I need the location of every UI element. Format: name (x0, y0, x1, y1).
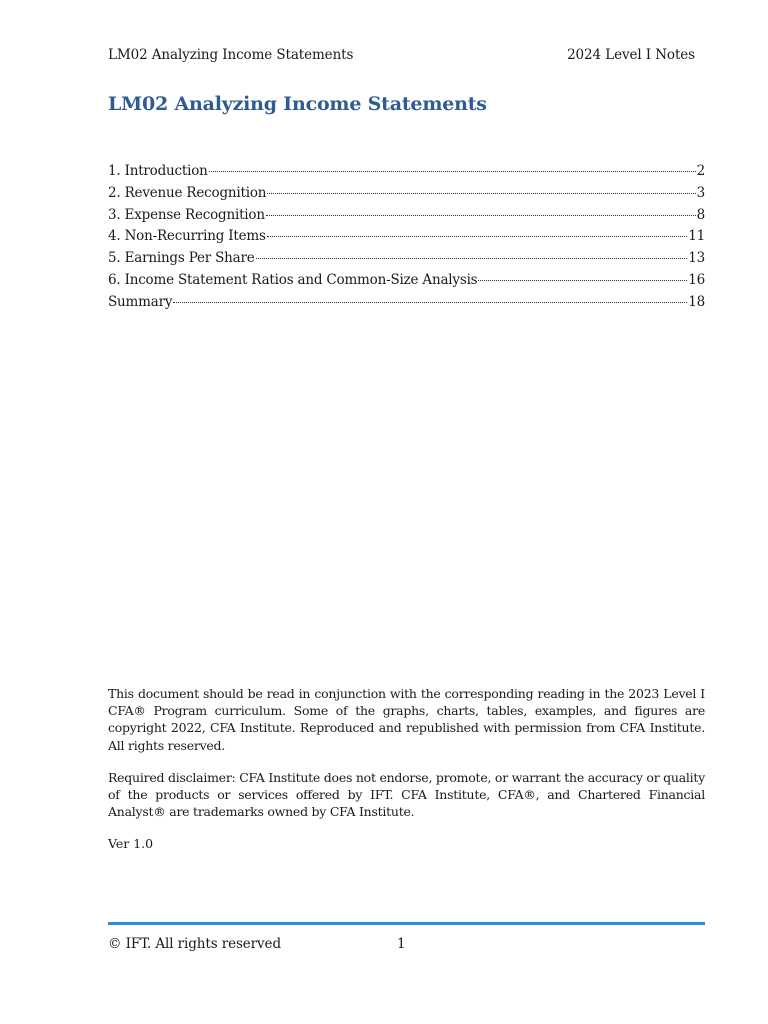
toc-entry-summary[interactable] (108, 294, 705, 316)
toc-dot-leader (267, 236, 688, 237)
toc-entry-income-statement-ratios[interactable] (108, 272, 705, 294)
footer-copyright: © IFT. All rights reserved (108, 936, 281, 952)
toc-entry-page: 11 (688, 228, 705, 245)
toc-entry-non-recurring-items[interactable] (108, 228, 705, 250)
footer-page-number: 1 (397, 936, 406, 952)
toc-entry-introduction[interactable] (108, 163, 705, 185)
toc-entry-label: 4. Non-Recurring Items (108, 228, 266, 245)
required-disclaimer: Required disclaimer: CFA Institute does not endorse, promote, or warrant the accuracy or quality of the products or services offered by IFT. CFA Institute, CFA®, and Chartered Financial Analyst® are trademarks owned by CFA Institute. (108, 770, 705, 820)
toc-dot-leader (478, 280, 687, 281)
toc-entry-page: 8 (696, 206, 705, 223)
toc-entry-page: 3 (696, 184, 705, 201)
toc-entry-expense-recognition[interactable] (108, 207, 705, 229)
toc-entry-revenue-recognition[interactable] (108, 185, 705, 207)
toc-entry-label: 6. Income Statement Ratios and Common-Size Analysis (108, 271, 478, 288)
footer-divider (108, 922, 705, 925)
toc-entry-label: 2. Revenue Recognition (108, 184, 267, 201)
toc-entry-earnings-per-share[interactable] (108, 250, 705, 272)
page-title: LM02 Analyzing Income Statements (108, 93, 487, 115)
toc-dot-leader (173, 302, 687, 303)
toc-entry-label: Summary (108, 293, 173, 310)
toc-dot-leader (267, 193, 695, 194)
toc-entry-label: 3. Expense Recognition (108, 206, 265, 223)
toc-dot-leader (256, 258, 688, 259)
table-of-contents (108, 163, 705, 316)
toc-entry-label: 1. Introduction (108, 163, 208, 179)
version-label: Ver 1.0 (108, 836, 154, 851)
toc-entry-page: 18 (688, 293, 705, 310)
toc-entry-label: 5. Earnings Per Share (108, 250, 255, 267)
toc-entry-page: 16 (688, 271, 705, 288)
toc-dot-leader (266, 215, 696, 216)
toc-entry-page: 2 (696, 163, 705, 179)
running-header-level: 2024 Level I Notes (567, 47, 695, 63)
toc-entry-page: 13 (688, 250, 705, 267)
curriculum-notice: This document should be read in conjunction with the corresponding reading in the 2023 Level I CFA® Program curriculum. Some of the graphs, charts, tables, examples, and figures are copyright 2022, CFA Institute. Reproduced and republished with permission from CFA Institute. All rights reserved. (108, 686, 705, 753)
toc-dot-leader (209, 171, 696, 172)
running-header-title: LM02 Analyzing Income Statements (108, 47, 354, 63)
